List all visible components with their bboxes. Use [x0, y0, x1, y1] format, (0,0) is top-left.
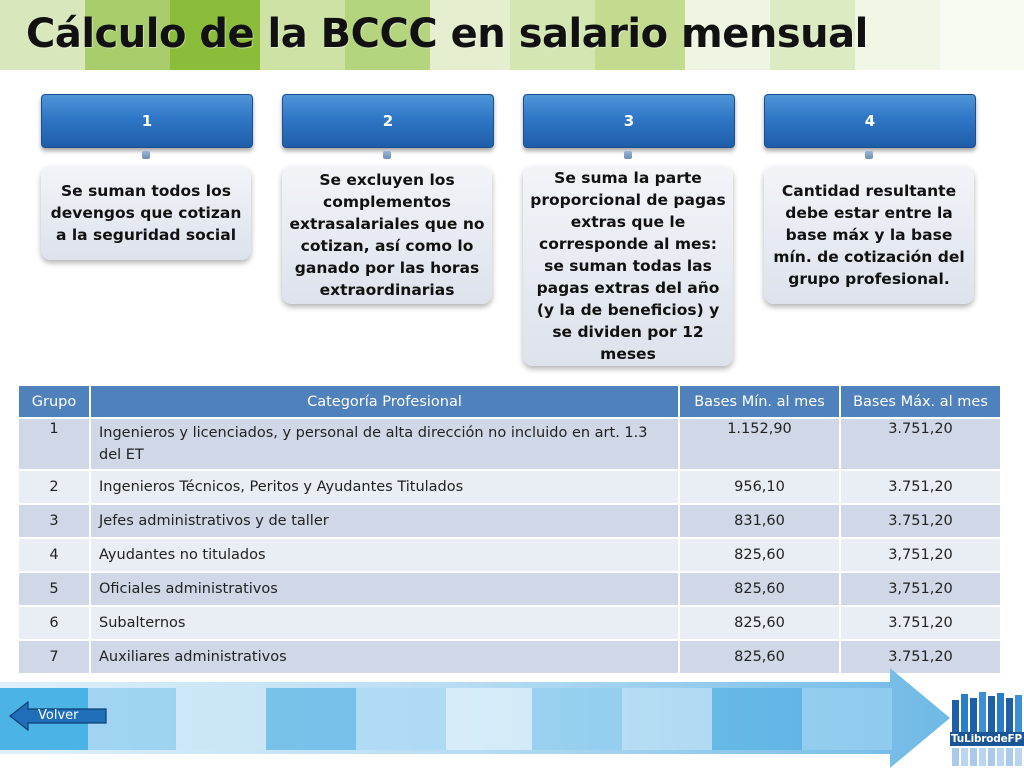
- cell-base-max: 3,751,20: [840, 538, 1001, 572]
- cell-grupo: 7: [18, 640, 90, 674]
- cell-base-max: 3.751,20: [840, 640, 1001, 674]
- cell-categoria: Ingenieros Técnicos, Peritos y Ayudantes Titulados: [90, 470, 679, 504]
- cell-grupo: 3: [18, 504, 90, 538]
- cell-base-min: 825,60: [679, 606, 840, 640]
- cell-base-max: 3.751,20: [840, 470, 1001, 504]
- cell-categoria: Oficiales administrativos: [90, 572, 679, 606]
- table-row: [18, 418, 1001, 470]
- table-row: [18, 504, 1001, 538]
- cell-grupo: 4: [18, 538, 90, 572]
- step-connector: [624, 151, 632, 159]
- table-row: [18, 470, 1001, 504]
- cell-grupo: 6: [18, 606, 90, 640]
- cell-categoria: Subalternos: [90, 606, 679, 640]
- step-3-header: 3: [523, 94, 735, 148]
- step-connector: [383, 151, 391, 159]
- header-categoria: Categoría Profesional: [90, 385, 679, 418]
- footer-arrow-graphic: [0, 668, 1024, 768]
- step-4-description: Cantidad resultante debe estar entre la base máx y la base mín. de cotización del grupo profesional.: [764, 166, 974, 304]
- books-logo-icon: [948, 688, 1024, 768]
- header-grupo: Grupo: [18, 385, 90, 418]
- step-2-header: 2: [282, 94, 494, 148]
- footer-arrow-bar: [0, 668, 1024, 768]
- title-banner: [0, 0, 1024, 70]
- step-connector: [865, 151, 873, 159]
- cell-base-min: 825,60: [679, 572, 840, 606]
- page-title: Cálculo de la BCCC en salario mensual: [26, 11, 868, 57]
- cell-categoria: Auxiliares administrativos: [90, 640, 679, 674]
- step-connector: [142, 151, 150, 159]
- back-button[interactable]: [8, 700, 108, 732]
- cell-base-min: 825,60: [679, 538, 840, 572]
- table-row: [18, 538, 1001, 572]
- cell-base-min: 831,60: [679, 504, 840, 538]
- cell-base-max: 3.751,20: [840, 504, 1001, 538]
- cell-base-min: 956,10: [679, 470, 840, 504]
- back-button-label: Volver: [38, 708, 79, 723]
- table-row: [18, 606, 1001, 640]
- step-3-description: Se suma la parte proporcional de pagas extras que le corresponde al mes: se suman todas las pagas extras del año (y la de beneficios) y se dividen por 12 meses: [523, 166, 733, 366]
- step-1-header: 1: [41, 94, 253, 148]
- cell-base-min: 825,60: [679, 640, 840, 674]
- cell-base-max: 3,751,20: [840, 572, 1001, 606]
- cell-categoria: Ayudantes no titulados: [90, 538, 679, 572]
- step-4-header: 4: [764, 94, 976, 148]
- cell-grupo: 2: [18, 470, 90, 504]
- cell-base-max: 3.751,20: [840, 606, 1001, 640]
- header-base-min: Bases Mín. al mes: [679, 385, 840, 418]
- cell-base-min: 1.152,90: [679, 418, 840, 470]
- header-base-max: Bases Máx. al mes: [840, 385, 1001, 418]
- table-row: [18, 572, 1001, 606]
- step-2-description: Se excluyen los complementos extrasalariales que no cotizan, así como lo ganado por las horas extraordinarias: [282, 166, 492, 304]
- table-header-row: [18, 385, 1001, 418]
- bases-cotizacion-table: [17, 384, 1002, 675]
- cell-categoria: Jefes administrativos y de taller: [90, 504, 679, 538]
- cell-categoria: Ingenieros y licenciados, y personal de alta dirección no incluido en art. 1.3 del ET: [90, 418, 679, 470]
- step-1-description: Se suman todos los devengos que cotizan a la seguridad social: [41, 166, 251, 260]
- logo-text: TuLibrodeFP: [951, 733, 1022, 745]
- cell-base-max: 3.751,20: [840, 418, 1001, 470]
- tulibrodefp-logo: [948, 688, 1024, 768]
- cell-grupo: 5: [18, 572, 90, 606]
- banner-block: [940, 0, 1024, 70]
- cell-grupo: 1: [18, 418, 90, 470]
